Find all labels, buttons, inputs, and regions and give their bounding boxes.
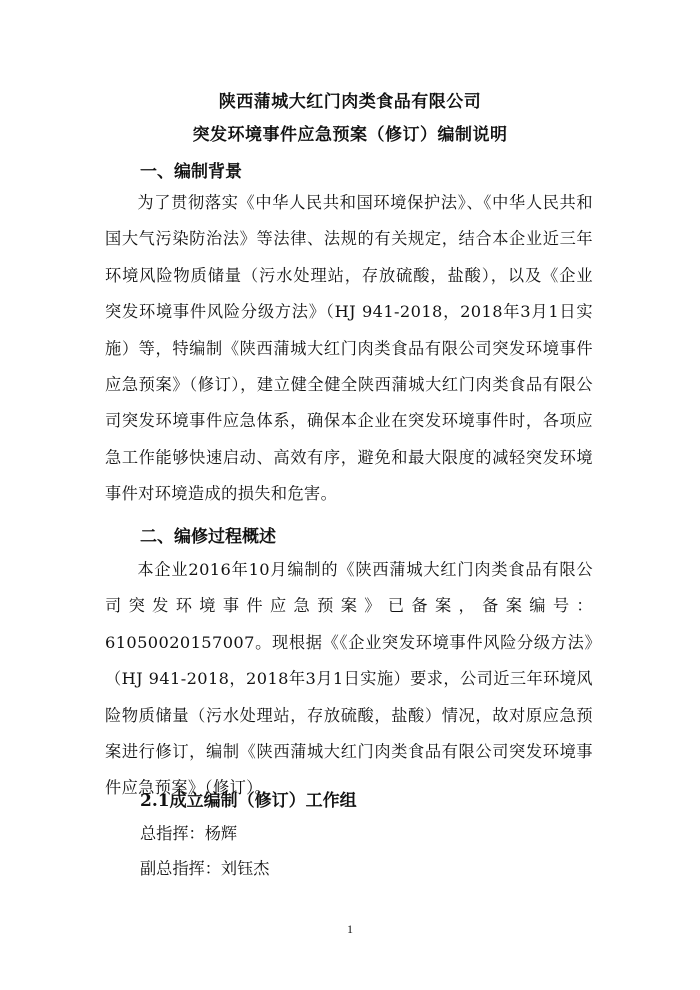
revision-process-paragraph: 本企业2016年10月编制的《陕西蒲城大红门肉类食品有限公司突发环境事件应急预案》已备案，备案编号：61050020157007。现根据《《企业突发环境事件风险分级方法》（HJ 941-2018，2018年3月1日实施）要求，公司近三年环境风险物质储量（污水处理站，存放硫酸，盐酸）情况，故对原应急预案进行修订，编制《陕西蒲城大红门肉类食品有限公司突发环境事件应急预案》（修订）。 <box>105 560 593 798</box>
section-heading-background: 一、编制背景 <box>140 162 242 182</box>
background-paragraph: 为了贯彻落实《中华人民共和国环境保护法》、《中华人民共和国大气污染防治法》等法律、法规的有关规定，结合本企业近三年环境风险物质储量（污水处理站，存放硫酸，盐酸），以及《企业突发环境事件风险分级方法》（HJ 941-2018，2018年3月1日实施）等，特编制《陕西蒲城大红门肉类食品有限公司突发环境事件应急预案》（修订），建立健全健全陕西蒲城大红门肉类食品有限公司突发环境事件应急体系，确保本企业在突发环境事件时，各项应急工作能够快速启动、高效有序，避免和最大限度的减轻突发环境事件对环境造成的损失和危害。 <box>105 193 593 504</box>
commander-line: 总指挥：杨辉 <box>140 824 238 843</box>
company-title: 陕西蒲城大红门肉类食品有限公司 <box>218 92 482 112</box>
deputy-commander-line: 副总指挥：刘钰杰 <box>140 859 270 878</box>
subsection-heading-working-group: 2.1成立编制（修订）工作组 <box>140 791 357 811</box>
document-title: 突发环境事件应急预案（修订）编制说明 <box>192 125 508 145</box>
page-number: 1 <box>347 922 353 936</box>
section-heading-revision-process: 二、编修过程概述 <box>140 527 276 547</box>
